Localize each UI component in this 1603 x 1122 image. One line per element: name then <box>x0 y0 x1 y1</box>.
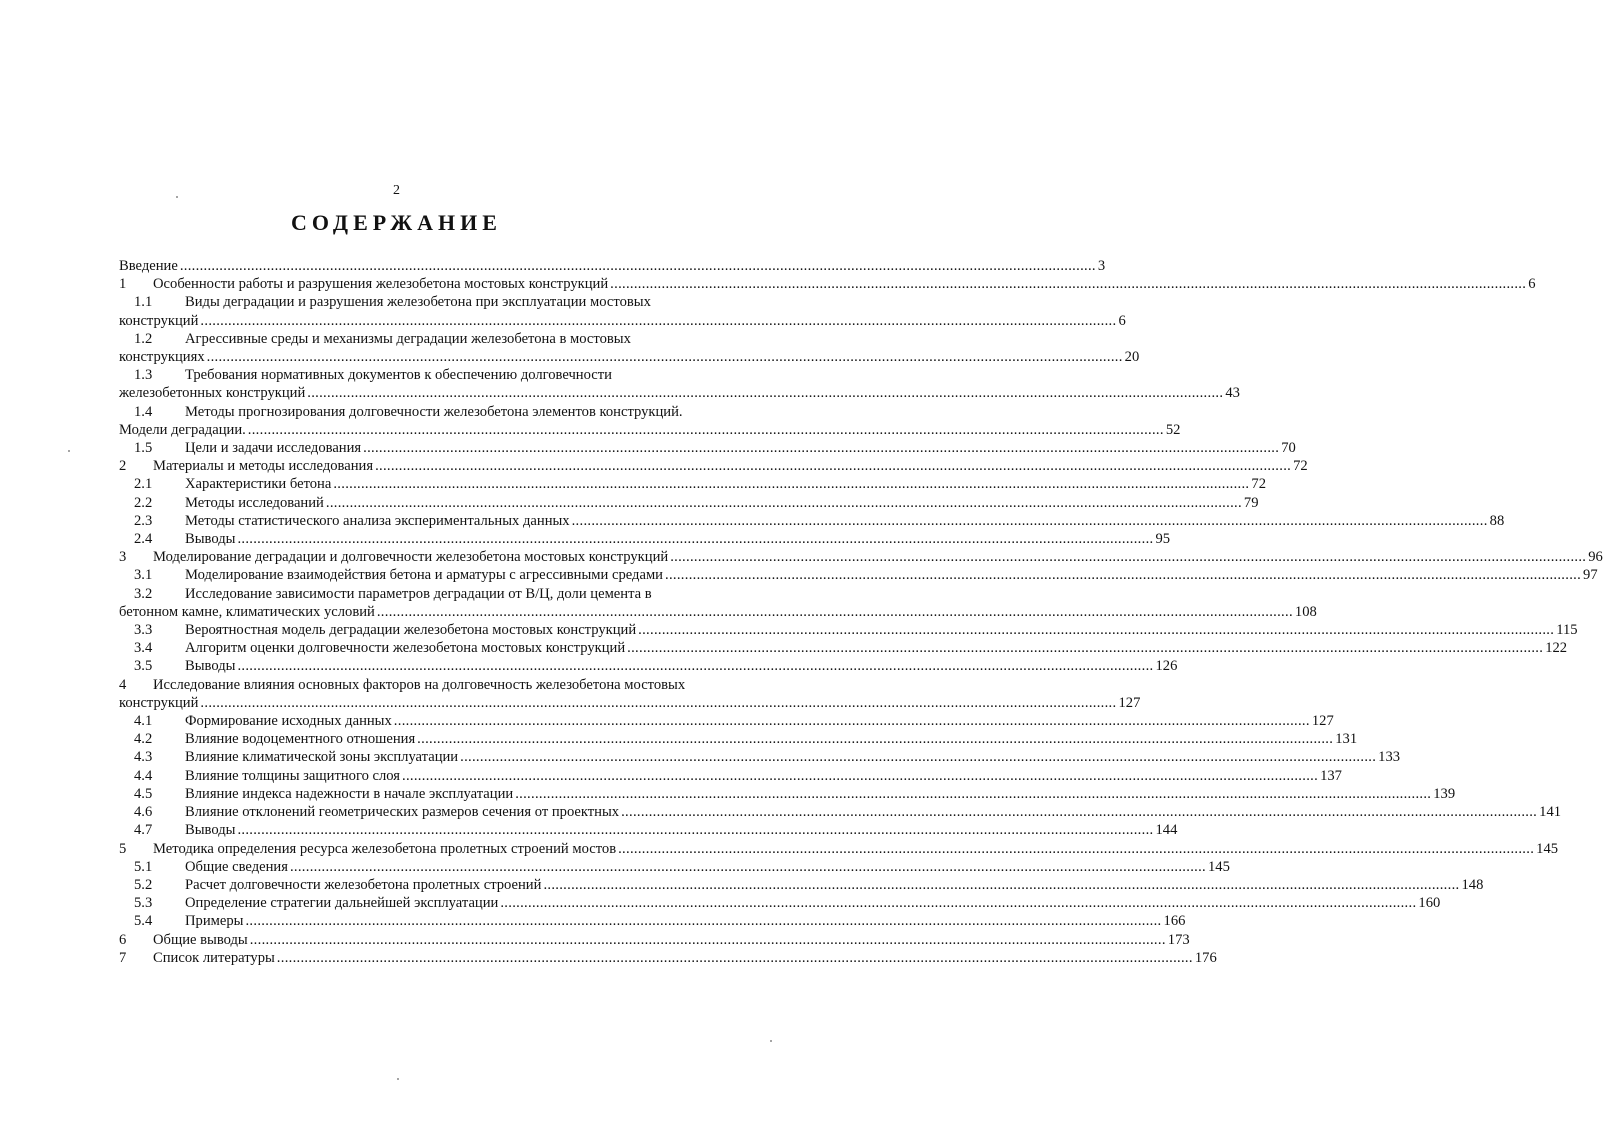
toc-entry-page: 144 <box>1155 822 1178 839</box>
toc-entry[interactable] <box>119 639 1568 657</box>
dot-leader <box>638 621 1554 639</box>
dot-leader <box>394 712 1310 730</box>
dot-leader <box>248 421 1164 439</box>
toc-entry-page: 79 <box>1243 494 1259 511</box>
toc-entry-number: 7 <box>119 949 127 966</box>
toc-entry[interactable] <box>119 566 1598 584</box>
toc-entry-number: 2.1 <box>134 476 153 493</box>
toc-entry-title-continuation: конструкциях <box>119 349 205 366</box>
scan-speck <box>68 450 70 452</box>
toc-entry-number: 5.3 <box>134 895 153 912</box>
toc-entry-title: Вероятностная модель деградации железобетона мостовых конструкций <box>185 622 637 639</box>
dot-leader <box>665 566 1581 584</box>
toc-entry-number: 4.2 <box>134 731 153 748</box>
toc-entry-page: 148 <box>1461 876 1484 893</box>
toc-entry[interactable] <box>119 439 1296 457</box>
page-title: СОДЕРЖАНИЕ <box>291 210 502 235</box>
dot-leader <box>363 439 1279 457</box>
dot-leader <box>377 603 1293 621</box>
toc-entry-number: 1.4 <box>134 403 153 420</box>
dot-leader <box>237 821 1153 839</box>
toc-entry-page: 126 <box>1155 658 1178 675</box>
toc-entry-title: Характеристики бетона <box>185 476 332 493</box>
dot-leader <box>375 457 1291 475</box>
toc-entry-title: Влияние индекса надежности в начале эксплуатации <box>185 785 514 802</box>
toc-entry[interactable] <box>119 494 1259 512</box>
toc-entry-number: 4.7 <box>134 822 153 839</box>
toc-entry-number: 4.5 <box>134 785 153 802</box>
dot-leader <box>207 348 1123 366</box>
toc-entry-number: 4.1 <box>134 713 153 730</box>
toc-entry-title: Требования нормативных документов к обеспечению долговечности <box>185 367 612 384</box>
dot-leader <box>333 475 1249 493</box>
toc-entry-page: 122 <box>1545 640 1568 657</box>
toc-entry[interactable] <box>119 384 1240 402</box>
scan-speck <box>397 1078 399 1080</box>
toc-entry-page: 127 <box>1118 694 1141 711</box>
toc-entry-title: Примеры <box>185 913 244 930</box>
dot-leader <box>402 767 1318 785</box>
toc-entry-page: 127 <box>1311 713 1334 730</box>
toc-entry-number: 3.5 <box>134 658 153 675</box>
toc-entry[interactable] <box>119 785 1456 803</box>
toc-entry-page: 95 <box>1155 531 1171 548</box>
toc-entry-title-continuation: Модели деградации. <box>119 421 246 438</box>
toc-entry-page: 72 <box>1293 458 1308 475</box>
toc-entry-page: 43 <box>1225 385 1240 402</box>
toc-entry-title: Влияние климатической зоны эксплуатации <box>185 749 459 766</box>
toc-entry[interactable] <box>119 876 1484 894</box>
toc-entry-number: 3.2 <box>134 585 153 602</box>
toc-entry[interactable] <box>119 949 1217 967</box>
dot-leader <box>500 894 1416 912</box>
toc-entry-number: 1.2 <box>134 330 153 347</box>
toc-entry-page: 97 <box>1583 567 1598 584</box>
dot-leader <box>515 785 1431 803</box>
toc-entry-first-line <box>119 403 747 421</box>
toc-entry-number: 2.3 <box>134 512 153 529</box>
toc-entry[interactable] <box>119 858 1230 876</box>
dot-leader <box>610 275 1526 293</box>
table-of-contents <box>119 257 1603 967</box>
toc-entry-first-line <box>119 330 747 348</box>
toc-entry-number: 3 <box>119 549 127 566</box>
dot-leader <box>572 512 1488 530</box>
toc-entry[interactable] <box>119 457 1308 475</box>
toc-entry-title: Влияние водоцементного отношения <box>185 731 416 748</box>
toc-entry-title: Методы прогнозирования долговечности железобетона элементов конструкций. <box>185 403 683 420</box>
toc-entry-number: 1.5 <box>134 440 153 457</box>
toc-entry-number: 4.3 <box>134 749 153 766</box>
toc-entry-first-line <box>119 366 747 384</box>
toc-entry[interactable] <box>119 912 1186 930</box>
toc-entry-title: Расчет долговечности железобетона пролетных строений <box>185 876 542 893</box>
toc-entry-number: 5.2 <box>134 876 153 893</box>
dot-leader <box>326 494 1242 512</box>
toc-entry[interactable] <box>119 803 1562 821</box>
toc-entry[interactable] <box>119 421 1181 439</box>
toc-entry-title: Формирование исходных данных <box>185 713 392 730</box>
toc-entry-page: 160 <box>1418 895 1441 912</box>
dot-leader <box>460 748 1376 766</box>
toc-entry-page: 70 <box>1281 440 1296 457</box>
toc-entry-number: 5.1 <box>134 858 153 875</box>
toc-entry[interactable] <box>119 603 1317 621</box>
toc-entry[interactable] <box>119 821 1178 839</box>
dot-leader <box>237 530 1153 548</box>
toc-entry-title: Выводы <box>185 531 236 548</box>
toc-entry-number: 3.4 <box>134 640 153 657</box>
toc-entry-page: 52 <box>1165 421 1181 438</box>
toc-entry-page: 133 <box>1378 749 1401 766</box>
toc-entry-title: Моделирование деградации и долговечности железобетона мостовых конструкций <box>153 549 669 566</box>
toc-entry[interactable] <box>119 621 1578 639</box>
toc-entry[interactable] <box>119 894 1441 912</box>
toc-entry-number: 2 <box>119 458 127 475</box>
toc-entry-number: 6 <box>119 931 127 948</box>
dot-leader <box>417 730 1333 748</box>
toc-entry-number: 2.4 <box>134 531 153 548</box>
toc-entry[interactable] <box>119 931 1190 949</box>
toc-entry-title: Выводы <box>185 658 236 675</box>
dot-leader <box>627 639 1543 657</box>
toc-entry-page: 176 <box>1194 949 1217 966</box>
toc-entry-title: Цели и задачи исследования <box>185 440 362 457</box>
toc-entry-title: Исследование влияния основных факторов на долговечность железобетона мостовых <box>153 676 686 693</box>
toc-entry[interactable] <box>119 348 1140 366</box>
toc-entry-title: Определение стратегии дальнейшей эксплуатации <box>185 895 499 912</box>
toc-entry-number: 5 <box>119 840 127 857</box>
toc-entry-title: Влияние толщины защитного слоя <box>185 767 401 784</box>
dot-leader <box>277 949 1193 967</box>
toc-entry-page: 6 <box>1118 312 1126 329</box>
dot-leader <box>670 548 1586 566</box>
toc-entry[interactable] <box>119 312 1126 330</box>
toc-entry-first-line <box>119 676 747 694</box>
dot-leader <box>290 858 1206 876</box>
toc-entry-title: Моделирование взаимодействия бетона и арматуры с агрессивными средами <box>185 567 663 584</box>
dot-leader <box>621 803 1537 821</box>
toc-entry-number: 4.4 <box>134 767 153 784</box>
toc-entry-title: Методы исследований <box>185 494 324 511</box>
toc-entry-title: Материалы и методы исследования <box>153 458 374 475</box>
toc-entry-title-continuation: конструкций <box>119 694 199 711</box>
dot-leader <box>250 931 1166 949</box>
dot-leader <box>245 912 1161 930</box>
toc-entry[interactable] <box>119 712 1334 730</box>
toc-entry-title: Выводы <box>185 822 236 839</box>
toc-entry-title: Общие выводы <box>153 931 248 948</box>
toc-entry-page: 6 <box>1528 276 1536 293</box>
toc-entry-title: Список литературы <box>153 949 275 966</box>
toc-entry-page: 72 <box>1251 476 1266 493</box>
toc-entry-page: 173 <box>1167 931 1190 948</box>
toc-entry[interactable] <box>119 767 1342 785</box>
toc-entry[interactable] <box>119 840 1559 858</box>
toc-entry-number: 1 <box>119 276 127 293</box>
toc-entry-number: 1.3 <box>134 367 153 384</box>
toc-entry-page: 96 <box>1588 549 1603 566</box>
toc-entry-title: Методы статистического анализа экспериментальных данных <box>185 512 570 529</box>
toc-entry[interactable] <box>119 475 1266 493</box>
toc-entry-title: Особенности работы и разрушения железобетона мостовых конструкций <box>153 276 609 293</box>
dot-leader <box>307 384 1223 402</box>
toc-entry-page: 3 <box>1097 258 1106 274</box>
dot-leader <box>180 257 1096 275</box>
toc-entry-number: 3.3 <box>134 622 153 639</box>
dot-leader <box>543 876 1459 894</box>
toc-entry-number: 3.1 <box>134 567 153 584</box>
toc-entry-number: 2.2 <box>134 494 153 511</box>
toc-entry[interactable] <box>119 512 1505 530</box>
page-number: 2 <box>393 183 400 198</box>
toc-entry-title: Введение <box>119 258 178 274</box>
toc-entry-page: 115 <box>1556 622 1578 639</box>
toc-entry-number: 4.6 <box>134 804 153 821</box>
toc-entry-page: 88 <box>1489 512 1505 529</box>
dot-leader <box>200 694 1116 712</box>
toc-entry[interactable] <box>119 694 1141 712</box>
toc-entry-title: Агрессивные среды и механизмы деградации железобетона в мостовых <box>185 330 631 347</box>
toc-entry-title: Исследование зависимости параметров деградации от В/Ц, доли цемента в <box>185 585 652 602</box>
toc-entry-first-line <box>119 293 747 311</box>
toc-entry-page: 145 <box>1208 858 1230 875</box>
scan-speck <box>770 1040 772 1042</box>
toc-entry-title: Общие сведения <box>185 858 288 875</box>
toc-entry-number: 5.4 <box>134 913 153 930</box>
toc-entry[interactable] <box>119 748 1401 766</box>
toc-entry[interactable] <box>119 548 1603 566</box>
toc-entry-title: Методика определения ресурса железобетона пролетных строений мостов <box>153 840 617 857</box>
toc-entry-title-continuation: конструкций <box>119 312 199 329</box>
toc-entry-title: Виды деградации и разрушения железобетона при эксплуатации мостовых <box>185 294 651 311</box>
toc-entry-number: 1.1 <box>134 294 153 311</box>
toc-entry[interactable] <box>119 530 1171 548</box>
dot-leader <box>200 312 1116 330</box>
toc-entry[interactable] <box>119 730 1358 748</box>
toc-entry-page: 20 <box>1124 349 1140 366</box>
toc-entry-number: 4 <box>119 676 127 693</box>
toc-entry-page: 139 <box>1433 785 1456 802</box>
toc-entry-title-continuation: железобетонных конструкций <box>119 385 306 402</box>
toc-entry-page: 131 <box>1335 731 1358 748</box>
toc-entry-page: 166 <box>1163 913 1186 930</box>
toc-entry[interactable] <box>119 657 1178 675</box>
toc-entry-page: 141 <box>1539 804 1562 821</box>
toc-entry-title: Алгоритм оценки долговечности железобетона мостовых конструкций <box>185 640 626 657</box>
toc-entry-title-continuation: бетонном камне, климатических условий <box>119 603 375 620</box>
toc-entry[interactable] <box>119 275 1536 293</box>
toc-entry-page: 108 <box>1294 603 1317 620</box>
toc-entry-page: 137 <box>1320 767 1342 784</box>
toc-entry-first-line <box>119 585 747 603</box>
dot-leader <box>618 840 1534 858</box>
toc-entry-page: 145 <box>1536 840 1559 857</box>
toc-entry-title: Влияние отклонений геометрических размеров сечения от проектных <box>185 804 620 821</box>
dot-leader <box>237 657 1153 675</box>
toc-entry[interactable] <box>119 257 1106 275</box>
